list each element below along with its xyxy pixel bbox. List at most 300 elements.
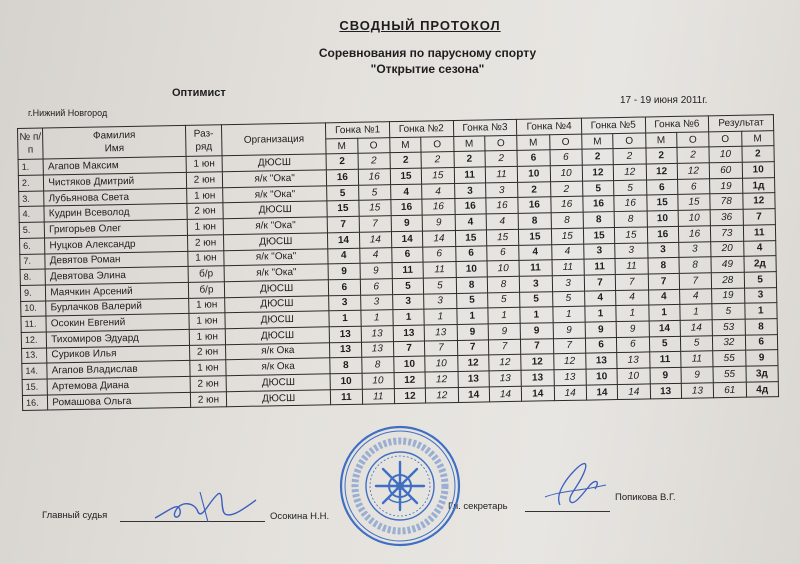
- race-points: 5: [552, 291, 585, 307]
- secretary-name: Попикова В.Г.: [615, 492, 676, 503]
- race-place: 11: [584, 259, 616, 275]
- race-points: 8: [679, 257, 712, 273]
- athlete-rank: 2 юн: [187, 235, 224, 251]
- race-place: 16: [391, 200, 423, 216]
- row-number: 9.: [20, 285, 46, 301]
- race-points: 7: [488, 339, 521, 355]
- race-place: 6: [455, 245, 487, 261]
- race-place: 6: [517, 150, 550, 166]
- subheader-o: О: [357, 137, 390, 153]
- race-points: 6: [550, 150, 583, 166]
- race-place: 15: [327, 201, 359, 217]
- athlete-org: ДЮСШ: [227, 389, 331, 407]
- header-org: Организация: [222, 123, 327, 156]
- race-place: 6: [646, 179, 678, 195]
- subheader-m: М: [582, 133, 614, 149]
- race-place: 10: [517, 166, 550, 182]
- athlete-name: Лубьянова Света: [44, 188, 187, 206]
- race-points: 9: [553, 322, 586, 338]
- race-points: 13: [424, 324, 457, 340]
- athlete-rank: 1 юн: [186, 156, 223, 172]
- race-points: 12: [677, 163, 710, 179]
- athlete-rank: б/р: [188, 266, 225, 282]
- athlete-name: Кудрин Всеволод: [44, 204, 187, 222]
- race-place: 7: [521, 338, 554, 354]
- race-place: 9: [585, 321, 617, 337]
- race-points: 9: [488, 323, 521, 339]
- final-place: 10: [742, 162, 775, 178]
- total-points: 55: [713, 366, 746, 382]
- athlete-rank: 2 юн: [187, 203, 224, 219]
- race-points: 9: [681, 367, 714, 383]
- race-points: 13: [489, 370, 522, 386]
- athlete-name: Григорьев Олег: [44, 220, 187, 238]
- row-number: 14.: [22, 363, 48, 379]
- race-points: 6: [617, 337, 650, 353]
- document-title: СВОДНЫЙ ПРОТОКОЛ: [339, 18, 501, 33]
- subheader-m: М: [453, 136, 485, 152]
- boat-class: Оптимист: [172, 87, 226, 99]
- athlete-name: Бурлачков Валерий: [46, 298, 189, 316]
- athlete-name: Тихомиров Эдуард: [47, 329, 190, 347]
- race-points: 13: [554, 369, 587, 385]
- race-points: 14: [359, 231, 392, 247]
- final-place: 8: [745, 319, 778, 335]
- race-points: 4: [551, 244, 584, 260]
- race-place: 5: [582, 180, 614, 196]
- total-points: 36: [710, 209, 743, 225]
- race-place: 4: [648, 289, 680, 305]
- race-points: 15: [551, 228, 584, 244]
- race-points: 15: [678, 194, 711, 210]
- race-points: 4: [679, 288, 712, 304]
- race-points: 6: [487, 245, 520, 261]
- athlete-rank: 1 юн: [186, 187, 223, 203]
- race-points: 12: [613, 164, 646, 180]
- race-place: 7: [457, 340, 489, 356]
- race-place: 3: [520, 276, 553, 292]
- results-table: [17, 114, 779, 411]
- athlete-org: ДЮСШ: [224, 233, 328, 251]
- event-name: "Открытие сезона": [370, 62, 485, 76]
- athlete-name: Ромашова Ольга: [48, 392, 191, 410]
- final-place: 2: [741, 146, 774, 162]
- final-place: 1д: [742, 177, 775, 193]
- race-place: 8: [583, 212, 615, 228]
- race-points: 1: [616, 305, 649, 321]
- subheader-m: М: [517, 134, 550, 150]
- race-place: 13: [650, 383, 682, 399]
- race-place: 12: [521, 354, 554, 370]
- row-number: 13.: [22, 348, 48, 364]
- race-points: 14: [489, 386, 522, 402]
- race-place: 15: [583, 227, 615, 243]
- final-place: 4: [743, 240, 776, 256]
- race-place: 9: [520, 323, 553, 339]
- race-place: 16: [454, 198, 486, 214]
- athlete-name: Суриков Илья: [47, 345, 190, 363]
- race-place: 3: [647, 242, 679, 258]
- race-points: 14: [680, 320, 713, 336]
- athlete-org: я/к "Ока": [223, 217, 327, 235]
- race-place: 5: [649, 336, 681, 352]
- athlete-org: ДЮСШ: [223, 201, 327, 219]
- race-place: 2: [326, 154, 358, 170]
- race-points: 4: [359, 247, 392, 263]
- athlete-rank: 1 юн: [190, 360, 227, 376]
- race-place: 13: [521, 370, 554, 386]
- athlete-org: ДЮСШ: [222, 154, 326, 172]
- race-place: 4: [584, 290, 616, 306]
- chief-judge-label: Главный судья: [42, 510, 108, 521]
- subheader-o: О: [613, 133, 646, 149]
- header-rank: Раз- ряд: [185, 125, 222, 157]
- race-points: 3: [552, 275, 585, 291]
- race-points: 5: [487, 292, 520, 308]
- race-place: 10: [647, 211, 679, 227]
- race-points: 11: [615, 258, 648, 274]
- secretary-label: Гл. секретарь: [448, 501, 508, 512]
- race-place: 10: [586, 369, 618, 385]
- race-place: 12: [394, 388, 426, 404]
- race-points: 1: [488, 308, 521, 324]
- athlete-org: я/к "Ока": [224, 248, 328, 266]
- race-points: 1: [360, 310, 393, 326]
- row-number: 6.: [20, 238, 46, 254]
- race-place: 1: [648, 305, 680, 321]
- row-number: 4.: [19, 206, 45, 222]
- athlete-org: я/к Ока: [226, 358, 330, 376]
- race-place: 7: [393, 341, 425, 357]
- row-number: 15.: [22, 379, 48, 395]
- header-name: Фамилия Имя: [43, 125, 186, 159]
- race-place: 3: [392, 294, 424, 310]
- race-place: 10: [330, 373, 362, 389]
- race-place: 9: [391, 215, 423, 231]
- subheader-o: О: [709, 131, 742, 147]
- race-points: 13: [361, 341, 394, 357]
- race-place: 15: [519, 229, 552, 245]
- race-points: 15: [486, 229, 519, 245]
- final-place: 9: [745, 350, 778, 366]
- race-place: 5: [327, 185, 359, 201]
- race-place: 9: [328, 263, 360, 279]
- race-place: 13: [330, 342, 362, 358]
- race-place: 15: [646, 195, 678, 211]
- athlete-rank: 2 юн: [190, 376, 227, 392]
- race-points: 11: [362, 388, 395, 404]
- race-place: 12: [582, 165, 614, 181]
- race-points: 8: [614, 211, 647, 227]
- race-place: 3: [454, 183, 486, 199]
- race-points: 9: [616, 321, 649, 337]
- athlete-org: я/к "Ока": [223, 186, 327, 204]
- race-points: 11: [681, 351, 714, 367]
- race-place: 2: [645, 148, 677, 164]
- athlete-name: Маячкин Арсений: [46, 282, 189, 300]
- race-place: 16: [583, 196, 615, 212]
- race-place: 1: [329, 310, 361, 326]
- athlete-name: Девятова Элина: [45, 267, 188, 285]
- header-race-3: Гонка №3: [453, 119, 517, 136]
- race-points: 14: [617, 384, 650, 400]
- secretary-signature: [540, 455, 610, 510]
- race-place: 10: [456, 261, 488, 277]
- race-points: 2: [358, 153, 391, 169]
- race-place: 5: [392, 278, 424, 294]
- athlete-org: ДЮСШ: [226, 374, 330, 392]
- race-place: 13: [393, 325, 425, 341]
- race-points: 13: [617, 352, 650, 368]
- race-points: 2: [677, 147, 710, 163]
- race-place: 15: [390, 168, 422, 184]
- race-points: 5: [680, 335, 713, 351]
- athlete-rank: 2 юн: [189, 344, 226, 360]
- race-place: 1: [456, 308, 488, 324]
- race-place: 12: [457, 355, 489, 371]
- final-place: 1: [744, 303, 777, 319]
- total-points: 5: [712, 303, 745, 319]
- subheader-o: О: [677, 132, 710, 148]
- total-points: 20: [711, 241, 744, 257]
- total-points: 61: [713, 382, 746, 398]
- race-place: 14: [522, 385, 555, 401]
- athlete-rank: 1 юн: [189, 329, 226, 345]
- chief-signature: [150, 480, 260, 525]
- race-place: 11: [392, 262, 424, 278]
- race-place: 16: [647, 226, 679, 242]
- header-race-5: Гонка №5: [581, 117, 645, 134]
- race-points: 10: [362, 373, 395, 389]
- race-place: 15: [455, 230, 487, 246]
- race-place: 2: [390, 152, 422, 168]
- race-place: 14: [391, 231, 423, 247]
- race-points: 2: [485, 151, 518, 167]
- athlete-rank: 1 юн: [188, 297, 225, 313]
- race-points: 8: [551, 212, 584, 228]
- athlete-org: ДЮСШ: [224, 280, 328, 298]
- final-place: 2д: [743, 256, 776, 272]
- race-place: 13: [329, 326, 361, 342]
- chief-judge-name: Осокина Н.Н.: [270, 511, 330, 522]
- race-place: 4: [519, 244, 552, 260]
- event-dates: 17 - 19 июня 2011г.: [620, 95, 708, 106]
- subheader-m: М: [390, 137, 422, 153]
- race-points: 3: [615, 242, 648, 258]
- race-points: 6: [360, 279, 393, 295]
- race-points: 11: [485, 166, 518, 182]
- race-points: 8: [361, 357, 394, 373]
- final-place: 11: [743, 224, 776, 240]
- header-num: № п/п: [18, 128, 44, 160]
- total-points: 32: [713, 335, 746, 351]
- subheader-m: М: [645, 132, 677, 148]
- race-place: 7: [584, 274, 616, 290]
- row-number: 10.: [21, 301, 47, 317]
- race-points: 3: [485, 182, 518, 198]
- race-points: 14: [423, 230, 456, 246]
- row-number: 12.: [21, 332, 47, 348]
- race-points: 16: [422, 199, 455, 215]
- total-points: 28: [711, 272, 744, 288]
- race-points: 12: [426, 387, 459, 403]
- race-points: 12: [553, 353, 586, 369]
- total-points: 78: [710, 194, 743, 210]
- race-place: 12: [646, 163, 678, 179]
- total-points: 53: [712, 319, 745, 335]
- race-place: 1: [585, 306, 617, 322]
- race-points: 6: [677, 179, 710, 195]
- race-place: 7: [327, 216, 359, 232]
- race-points: 3: [360, 294, 393, 310]
- race-points: 11: [423, 262, 456, 278]
- final-place: 7: [743, 209, 776, 225]
- race-place: 7: [648, 273, 680, 289]
- race-points: 2: [550, 181, 583, 197]
- race-points: 7: [553, 338, 586, 354]
- race-place: 2: [518, 181, 551, 197]
- athlete-rank: 2 юн: [190, 391, 227, 407]
- subheader-o: О: [549, 134, 582, 150]
- header-race-6: Гонка №6: [645, 116, 709, 133]
- header-race-1: Гонка №1: [326, 122, 390, 139]
- race-place: 5: [520, 291, 553, 307]
- race-points: 15: [422, 168, 455, 184]
- race-place: 4: [390, 184, 422, 200]
- athlete-org: я/к "Ока": [222, 170, 326, 188]
- race-place: 6: [329, 279, 361, 295]
- race-place: 3: [329, 295, 361, 311]
- total-points: 19: [712, 288, 745, 304]
- subheader-m: М: [326, 138, 358, 154]
- race-place: 2: [454, 151, 486, 167]
- race-points: 2: [613, 148, 646, 164]
- race-place: 9: [457, 324, 489, 340]
- race-points: 7: [359, 216, 392, 232]
- race-points: 7: [615, 274, 648, 290]
- race-points: 3: [679, 241, 712, 257]
- subheader-o: О: [485, 135, 518, 151]
- race-place: 16: [327, 169, 359, 185]
- race-points: 4: [422, 183, 455, 199]
- race-points: 15: [358, 200, 391, 216]
- total-points: 49: [711, 256, 744, 272]
- race-place: 11: [331, 389, 363, 405]
- athlete-name: Агапов Владислав: [47, 361, 190, 379]
- race-points: 10: [425, 356, 458, 372]
- race-points: 12: [425, 371, 458, 387]
- race-place: 14: [458, 387, 490, 403]
- race-place: 8: [518, 213, 551, 229]
- athlete-name: Чистяков Дмитрий: [44, 172, 187, 190]
- race-place: 11: [454, 167, 486, 183]
- subheader-m: М: [741, 130, 774, 146]
- race-points: 9: [360, 263, 393, 279]
- race-points: 7: [679, 273, 712, 289]
- total-points: 60: [709, 162, 742, 178]
- athlete-org: я/к Ока: [226, 342, 330, 360]
- race-points: 14: [554, 385, 587, 401]
- subheader-o: О: [421, 136, 454, 152]
- athlete-rank: 1 юн: [189, 313, 226, 329]
- race-place: 6: [585, 337, 617, 353]
- race-place: 11: [649, 352, 681, 368]
- athlete-name: Артемова Диана: [47, 376, 190, 394]
- race-points: 9: [422, 215, 455, 231]
- race-points: 10: [617, 368, 650, 384]
- race-place: 14: [586, 384, 618, 400]
- athlete-org: ДЮСШ: [225, 311, 329, 329]
- race-place: 9: [650, 367, 682, 383]
- race-points: 5: [614, 180, 647, 196]
- final-place: 12: [742, 193, 775, 209]
- row-number: 2.: [18, 175, 44, 191]
- race-place: 2: [582, 149, 614, 165]
- row-number: 3.: [19, 191, 45, 207]
- race-points: 15: [615, 227, 648, 243]
- race-points: 1: [552, 306, 585, 322]
- race-points: 16: [358, 169, 391, 185]
- race-place: 4: [455, 214, 487, 230]
- athlete-org: ДЮСШ: [225, 327, 329, 345]
- athlete-org: я/к "Ока": [224, 264, 328, 282]
- race-place: 8: [648, 258, 680, 274]
- header-race-2: Гонка №2: [389, 121, 453, 138]
- race-place: 1: [520, 307, 553, 323]
- race-points: 16: [678, 226, 711, 242]
- athlete-org: ДЮСШ: [225, 295, 329, 313]
- race-place: 14: [328, 232, 360, 248]
- race-place: 3: [584, 243, 616, 259]
- official-stamp: [338, 424, 462, 548]
- athlete-rank: 1 юн: [187, 219, 224, 235]
- race-points: 10: [487, 261, 520, 277]
- race-points: 16: [486, 198, 519, 214]
- race-points: 5: [424, 277, 457, 293]
- race-points: 6: [423, 246, 456, 262]
- final-place: 3д: [745, 366, 778, 382]
- race-place: 4: [328, 248, 360, 264]
- race-place: 13: [458, 371, 490, 387]
- race-place: 16: [518, 197, 551, 213]
- race-points: 4: [486, 213, 519, 229]
- total-points: 19: [710, 178, 743, 194]
- competition-name: Соревнования по парусному спорту: [318, 46, 537, 60]
- secretary-signature-line: [525, 511, 610, 512]
- race-points: 16: [614, 195, 647, 211]
- total-points: 55: [713, 351, 746, 367]
- race-place: 14: [649, 320, 681, 336]
- athlete-name: Агапов Максим: [43, 157, 186, 175]
- athlete-name: Девятов Роман: [45, 251, 188, 269]
- athlete-rank: 1 юн: [188, 250, 225, 266]
- race-points: 12: [489, 355, 522, 371]
- race-place: 10: [394, 356, 426, 372]
- race-points: 2: [421, 152, 454, 168]
- final-place: 4д: [746, 381, 779, 397]
- race-place: 13: [586, 353, 618, 369]
- athlete-name: Осокин Евгений: [46, 314, 189, 332]
- race-points: 11: [552, 259, 585, 275]
- race-place: 8: [330, 358, 362, 374]
- athlete-name: Нуцков Александр: [45, 235, 188, 253]
- race-place: 1: [393, 309, 425, 325]
- race-points: 4: [616, 290, 649, 306]
- race-points: 1: [424, 309, 457, 325]
- race-points: 10: [550, 165, 583, 181]
- race-place: 6: [392, 247, 424, 263]
- header-result: Результат: [709, 115, 774, 132]
